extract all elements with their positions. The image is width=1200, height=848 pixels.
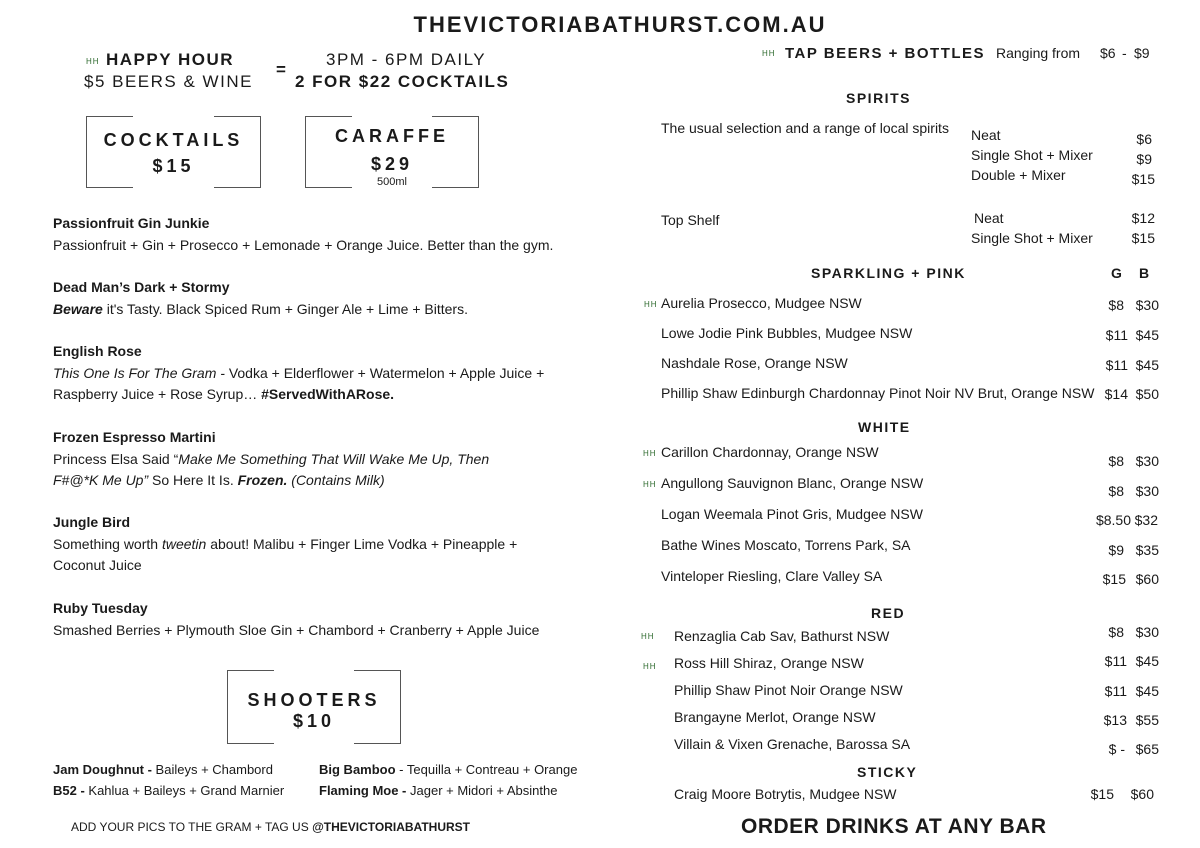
- cocktail-desc: This One Is For The Gram - Vodka + Elderflower + Watermelon + Apple Juice + Raspberry Juice + Rose Syrup… #ServedWithARose.: [53, 365, 545, 402]
- sticky-title: STICKY: [857, 764, 918, 780]
- wine-name: Carillon Chardonnay, Orange NSW: [661, 444, 879, 460]
- shooter-item: Flaming Moe - Jager + Midori + Absinthe: [319, 783, 558, 798]
- bottle-price: $55: [1135, 712, 1159, 728]
- bottle-price: $50: [1135, 386, 1159, 402]
- website-url: THEVICTORIABATHURST.COM.AU: [413, 12, 827, 37]
- bottle-price: $35: [1135, 542, 1159, 558]
- cocktail-name: English Rose: [53, 343, 142, 359]
- hh-badge: HH: [643, 662, 657, 671]
- col-bottle: B: [1139, 265, 1151, 281]
- tap-beers-dash: -: [1122, 45, 1127, 61]
- deal-prefix: 2 FOR: [295, 72, 353, 91]
- wine-name: Logan Weemala Pinot Gris, Mudgee NSW: [661, 506, 923, 522]
- red-title: RED: [871, 605, 906, 621]
- cocktail-name: Jungle Bird: [53, 514, 131, 530]
- glass-price: $11: [1104, 653, 1127, 669]
- shooter-item: Jam Doughnut - Baileys + Chambord: [53, 762, 273, 777]
- wine-name: Angullong Sauvignon Blanc, Orange NSW: [661, 475, 924, 491]
- equals-sign: =: [276, 60, 288, 79]
- cocktail-desc: Smashed Berries + Plymouth Sloe Gin + Chambord + Cranberry + Apple Juice: [53, 622, 540, 638]
- glass-price: $15: [1090, 786, 1114, 802]
- happy-hour-time: 3PM - 6PM DAILY: [326, 50, 487, 69]
- caraffe-box: [305, 116, 479, 188]
- caraffe-title: CARAFFE: [335, 126, 449, 146]
- cocktail-desc: Passionfruit + Gin + Prosecco + Lemonade + Orange Juice. Better than the gym.: [53, 237, 554, 253]
- glass-price: $11: [1104, 683, 1127, 699]
- spirit-price: $15: [1131, 230, 1155, 246]
- shooters-box: [227, 670, 401, 744]
- bottle-price: $65: [1135, 741, 1159, 757]
- order-banner: ORDER DRINKS AT ANY BAR: [741, 815, 1047, 838]
- tap-beers-range-label: Ranging from: [996, 45, 1081, 61]
- hh-badge: HH: [643, 480, 657, 489]
- glass-price: $8.50: [1095, 512, 1131, 528]
- shooters-price: $10: [292, 711, 336, 731]
- hh-badge: HH: [762, 49, 776, 58]
- spirits-title: SPIRITS: [846, 90, 911, 106]
- cocktails-price: $15: [152, 156, 195, 176]
- wine-name: Phillip Shaw Pinot Noir Orange NSW: [674, 682, 903, 698]
- tap-beers-low: $6: [1100, 45, 1116, 61]
- glass-price: $14: [1104, 386, 1128, 402]
- hh-badge: HH: [643, 449, 657, 458]
- happy-hour-deal: [295, 72, 509, 92]
- wine-name: Bathe Wines Moscato, Torrens Park, SA: [661, 537, 911, 553]
- glass-price: $11: [1105, 327, 1128, 343]
- glass-price: $8: [1108, 297, 1124, 313]
- glass-price: $ -: [1108, 741, 1125, 757]
- bottle-price: $60: [1130, 786, 1154, 802]
- spirits-top-shelf: Top Shelf: [661, 212, 720, 228]
- instagram-note: ADD YOUR PICS TO THE GRAM + TAG US @THEVICTORIABATHURST: [71, 820, 470, 834]
- cocktails-title: COCKTAILS: [103, 130, 244, 150]
- bottle-price: $32: [1134, 512, 1158, 528]
- hh-badge: HH: [644, 300, 658, 309]
- bottle-price: $30: [1135, 624, 1159, 640]
- tap-beers-title: TAP BEERS + BOTTLES: [785, 45, 986, 62]
- glass-price: $13: [1103, 712, 1127, 728]
- wine-name: Phillip Shaw Edinburgh Chardonnay Pinot Noir NV Brut, Orange NSW: [661, 385, 1095, 401]
- wine-name: Brangayne Merlot, Orange NSW: [674, 709, 876, 725]
- glass-price: $9: [1108, 542, 1124, 558]
- caraffe-size: 500ml: [377, 176, 407, 188]
- wine-name: Vinteloper Riesling, Clare Valley SA: [661, 568, 883, 584]
- bottle-price: $45: [1135, 327, 1159, 343]
- spirits-usual: The usual selection and a range of local spirits: [661, 120, 949, 136]
- sparkling-title: SPARKLING + PINK: [811, 265, 966, 281]
- shooters-title: SHOOTERS: [247, 690, 381, 710]
- white-title: WHITE: [858, 419, 911, 435]
- cocktails-box: [86, 116, 261, 188]
- bottle-price: $30: [1135, 297, 1159, 313]
- spirit-price: $9: [1136, 151, 1152, 167]
- wine-name: Renzaglia Cab Sav, Bathurst NSW: [674, 628, 890, 644]
- happy-hour-subtitle: $5 BEERS & WINE: [84, 72, 253, 91]
- glass-price: $8: [1108, 483, 1124, 499]
- bottle-price: $45: [1135, 653, 1159, 669]
- wine-name: Nashdale Rose, Orange NSW: [661, 355, 848, 371]
- tap-beers-high: $9: [1134, 45, 1150, 61]
- glass-price: $11: [1105, 357, 1128, 373]
- bottle-price: $45: [1135, 357, 1159, 373]
- spirit-option: Neat: [974, 210, 1004, 226]
- hh-badge: HH: [86, 57, 100, 66]
- bottle-price: $30: [1135, 483, 1159, 499]
- wine-name: Craig Moore Botrytis, Mudgee NSW: [674, 786, 897, 802]
- spirit-price: $12: [1131, 210, 1155, 226]
- spirit-option: Single Shot + Mixer: [971, 230, 1093, 246]
- shooter-item: Big Bamboo - Tequilla + Contreau + Orange: [319, 762, 578, 777]
- shooter-item: B52 - Kahlua + Baileys + Grand Marnier: [53, 783, 285, 798]
- cocktail-name: Ruby Tuesday: [53, 600, 148, 616]
- cocktail-name: Passionfruit Gin Junkie: [53, 215, 210, 231]
- spirit-option: Double + Mixer: [971, 167, 1066, 183]
- caraffe-price: $29: [370, 154, 414, 174]
- col-glass: G: [1111, 265, 1124, 281]
- hh-badge: HH: [641, 632, 655, 641]
- spirit-option: Single Shot + Mixer: [971, 147, 1093, 163]
- wine-name: Ross Hill Shiraz, Orange NSW: [674, 655, 864, 671]
- wine-name: Aurelia Prosecco, Mudgee NSW: [661, 295, 862, 311]
- glass-price: $8: [1108, 453, 1124, 469]
- cocktail-desc: Beware it's Tasty. Black Spiced Rum + Ginger Ale + Lime + Bitters.: [53, 301, 468, 317]
- glass-price: $15: [1102, 571, 1126, 587]
- bottle-price: $60: [1135, 571, 1159, 587]
- cocktail-name: Frozen Espresso Martini: [53, 429, 216, 445]
- spirit-option: Neat: [971, 127, 1001, 143]
- wine-name: Lowe Jodie Pink Bubbles, Mudgee NSW: [661, 325, 913, 341]
- cocktail-desc: Something worth tweetin about! Malibu + Finger Lime Vodka + Pineapple + Coconut Juice: [53, 536, 518, 573]
- deal-value: $22 COCKTAILS: [358, 72, 510, 91]
- glass-price: $8: [1108, 624, 1124, 640]
- happy-hour-title: HAPPY HOUR: [106, 50, 235, 69]
- spirit-price: $6: [1136, 131, 1152, 147]
- bottle-price: $30: [1135, 453, 1159, 469]
- cocktail-name: Dead Man’s Dark + Stormy: [53, 279, 230, 295]
- spirit-price: $15: [1131, 171, 1155, 187]
- cocktail-desc: Princess Elsa Said “Make Me Something That Will Wake Me Up, Then F#@*K Me Up” So Here It Is. Frozen. (Contains Milk): [53, 451, 490, 488]
- wine-name: Villain & Vixen Grenache, Barossa SA: [674, 736, 911, 752]
- bottle-price: $45: [1135, 683, 1159, 699]
